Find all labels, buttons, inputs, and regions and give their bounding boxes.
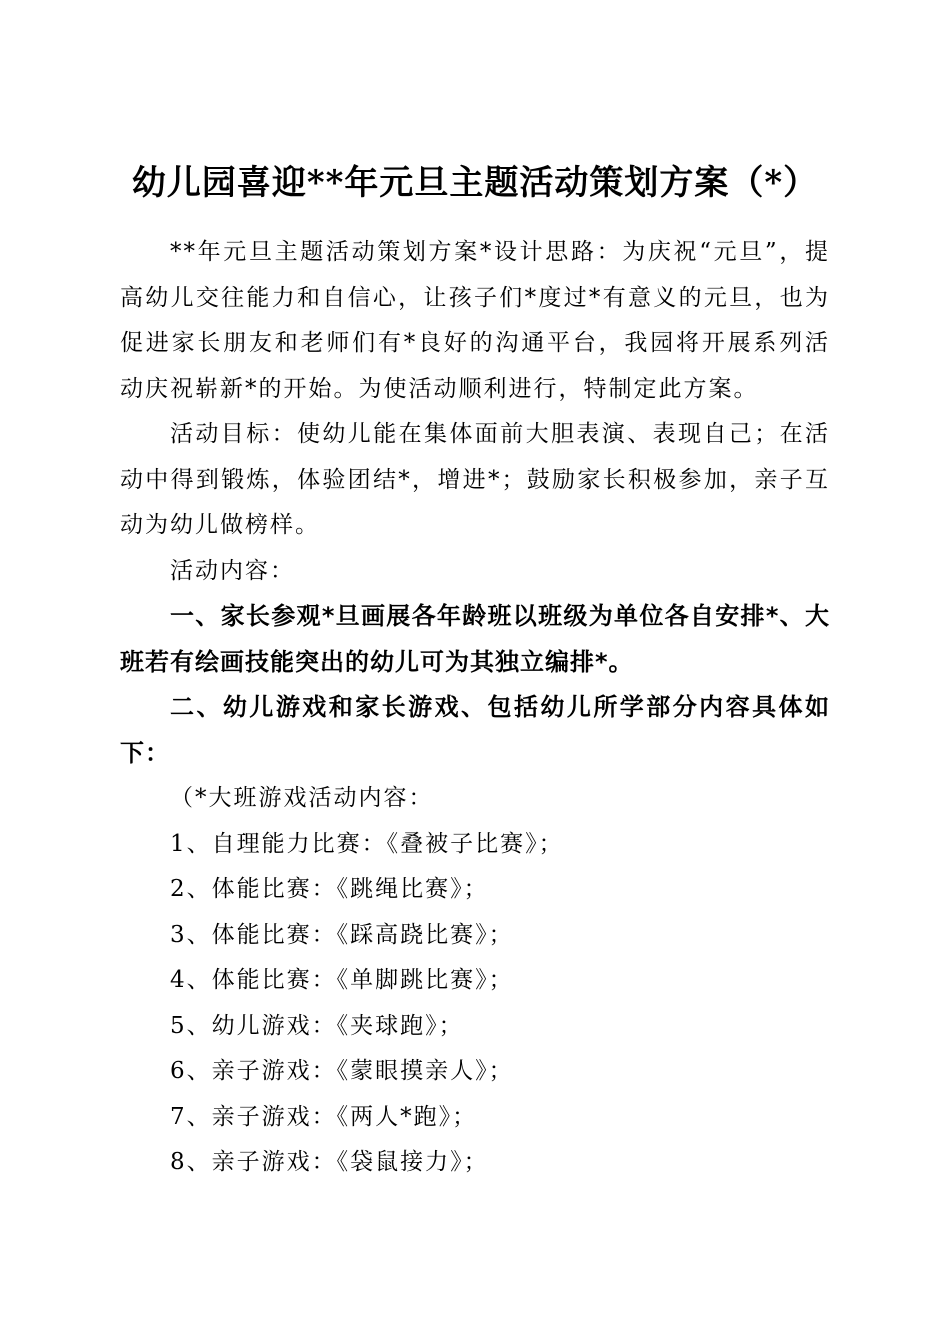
section-two-heading: 二、幼儿游戏和家长游戏、包括幼儿所学部分内容具体如下： [120, 693, 830, 767]
list-item: 5、幼儿游戏：《夹球跑》； [170, 1012, 464, 1039]
intro-paragraph: **年元旦主题活动策划方案*设计思路：为庆祝“元旦”，提高幼儿交往能力和自信心，让孩子们*度过*有意义的元旦，也为促进家长朋友和老师们有*良好的沟通平台，我园将开展系列活动庆祝崭新*的开始。为使活动顺利进行，特制定此方案。 [120, 239, 830, 402]
document-body [120, 230, 830, 1186]
list-item: 2、体能比赛：《跳绳比赛》； [170, 876, 489, 902]
list-item: 1、自理能力比赛：《叠被子比赛》； [170, 830, 564, 857]
document-title: 幼儿园喜迎**年元旦主题活动策划方案（*） [131, 162, 819, 203]
list-item: 4、体能比赛：《单脚跳比赛》； [170, 967, 514, 993]
content-heading: 活动内容： [170, 557, 295, 584]
goal-paragraph: 活动目标：使幼儿能在集体面前大胆表演、表现自己；在活动中得到锻炼，体验团结*，增进*；鼓励家长积极参加，亲子互动为幼儿做榜样。 [120, 421, 830, 538]
list-item: 6、亲子游戏：《蒙眼摸亲人》； [170, 1058, 514, 1084]
list-item: 3、体能比赛：《踩高跷比赛》； [170, 921, 514, 948]
list-item: 8、亲子游戏：《袋鼠接力》； [170, 1149, 489, 1175]
section-one-heading: 一、家长参观*旦画展各年龄班以班级为单位各自安排*、大班若有绘画技能突出的幼儿可为其独立编排*。 [120, 602, 830, 676]
class-heading: （*大班游戏活动内容： [170, 785, 434, 811]
list-item: 7、亲子游戏：《两人*跑》； [170, 1103, 478, 1130]
